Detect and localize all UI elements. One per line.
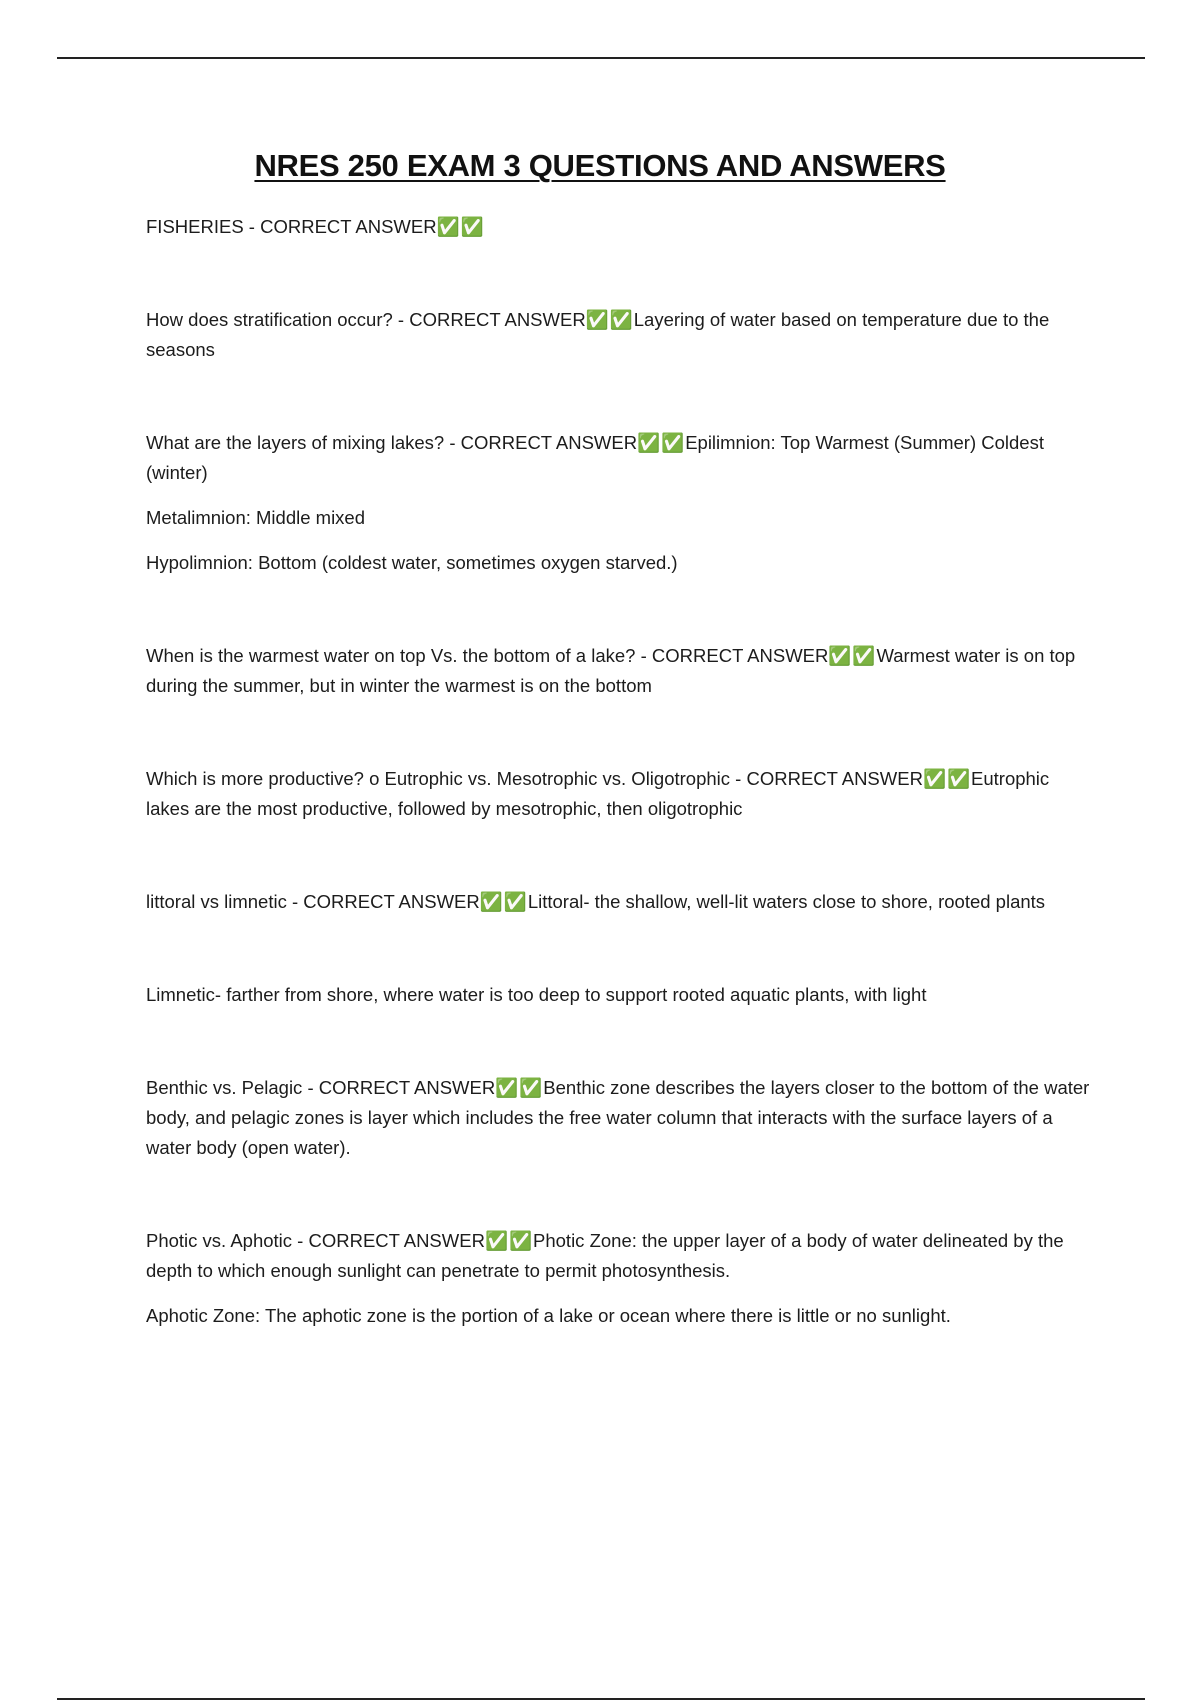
answer-marker: CORRECT ANSWER <box>651 645 829 666</box>
answer-marker: CORRECT ANSWER <box>409 309 586 330</box>
double-check-icon: ✅✅ <box>922 768 972 789</box>
question-text: FISHERIES - <box>146 216 261 237</box>
answer-text: Eutrophic lakes are the most productive, followed by mesotrophic, then oligotrophic <box>146 768 1050 819</box>
answer-marker: CORRECT ANSWER <box>460 432 638 453</box>
qa-item-warmest-water <box>146 641 1091 701</box>
qa-item-benthic-pelagic <box>146 1073 1091 1163</box>
document-title: NRES 250 EXAM 3 QUESTIONS AND ANSWERS <box>254 148 946 183</box>
answer-text: Benthic zone describes the layers closer to the bottom of the water body, and pelagic zones is layer which includes the free water column that interacts with the surface layers of a water body (open water). <box>146 1077 1090 1158</box>
answer-text: Photic Zone: the upper layer of a body of water delineated by the depth to which enough sunlight can penetrate to permit photosynthesis. <box>146 1230 1064 1281</box>
answer-text: Littoral- the shallow, well-lit waters close to shore, rooted plants <box>527 891 1046 912</box>
double-check-icon: ✅✅ <box>479 891 528 912</box>
answer-continuation-aphotic: Aphotic Zone: The aphotic zone is the portion of a lake or ocean where there is little or no sunlight. <box>146 1305 951 1326</box>
qa-item-littoral-limnetic <box>146 887 1091 917</box>
qa-item-limnetic-note: Limnetic- farther from shore, where water is too deep to support rooted aquatic plants, with light <box>146 984 927 1005</box>
double-check-icon: ✅✅ <box>495 1077 544 1098</box>
answer-text: Epilimnion: Top Warmest (Summer) Coldest (winter) <box>146 432 1044 483</box>
qa-item-mixing-lakes <box>146 428 1091 488</box>
double-check-icon: ✅✅ <box>484 1230 534 1251</box>
answer-continuation-hypolimnion: Hypolimnion: Bottom (coldest water, sometimes oxygen starved.) <box>146 552 678 573</box>
double-check-icon: ✅✅ <box>436 216 485 237</box>
qa-list <box>146 212 1091 1331</box>
answer-marker: CORRECT ANSWER <box>318 1077 496 1098</box>
answer-marker: CORRECT ANSWER <box>303 891 480 912</box>
answer-marker: CORRECT ANSWER <box>308 1230 485 1251</box>
answer-marker: CORRECT ANSWER <box>746 768 923 789</box>
answer-text: Layering of water based on temperature due to the seasons <box>146 309 1050 360</box>
double-check-icon: ✅✅ <box>585 309 634 330</box>
double-check-icon: ✅✅ <box>637 432 686 453</box>
answer-marker: CORRECT ANSWER <box>260 216 437 237</box>
qa-item-stratification <box>146 305 1091 365</box>
question-text: Which is more productive? o Eutrophic vs. Mesotrophic vs. Oligotrophic - <box>146 768 747 789</box>
question-text: When is the warmest water on top Vs. the bottom of a lake? - <box>146 645 652 666</box>
question-text: littoral vs limnetic - <box>146 891 304 912</box>
qa-item-photic-aphotic <box>146 1226 1091 1286</box>
qa-item-fisheries <box>146 212 1091 242</box>
qa-item-productivity <box>146 764 1091 824</box>
question-text: Benthic vs. Pelagic - <box>146 1077 319 1098</box>
question-text: Photic vs. Aphotic - <box>146 1230 309 1251</box>
double-check-icon: ✅✅ <box>828 645 877 666</box>
question-text: What are the layers of mixing lakes? - <box>146 432 461 453</box>
answer-text: Warmest water is on top during the summer, but in winter the warmest is on the bottom <box>146 645 1076 696</box>
top-divider <box>57 57 1145 59</box>
question-text: How does stratification occur? - <box>146 309 410 330</box>
answer-continuation-metalimnion: Metalimnion: Middle mixed <box>146 507 366 528</box>
